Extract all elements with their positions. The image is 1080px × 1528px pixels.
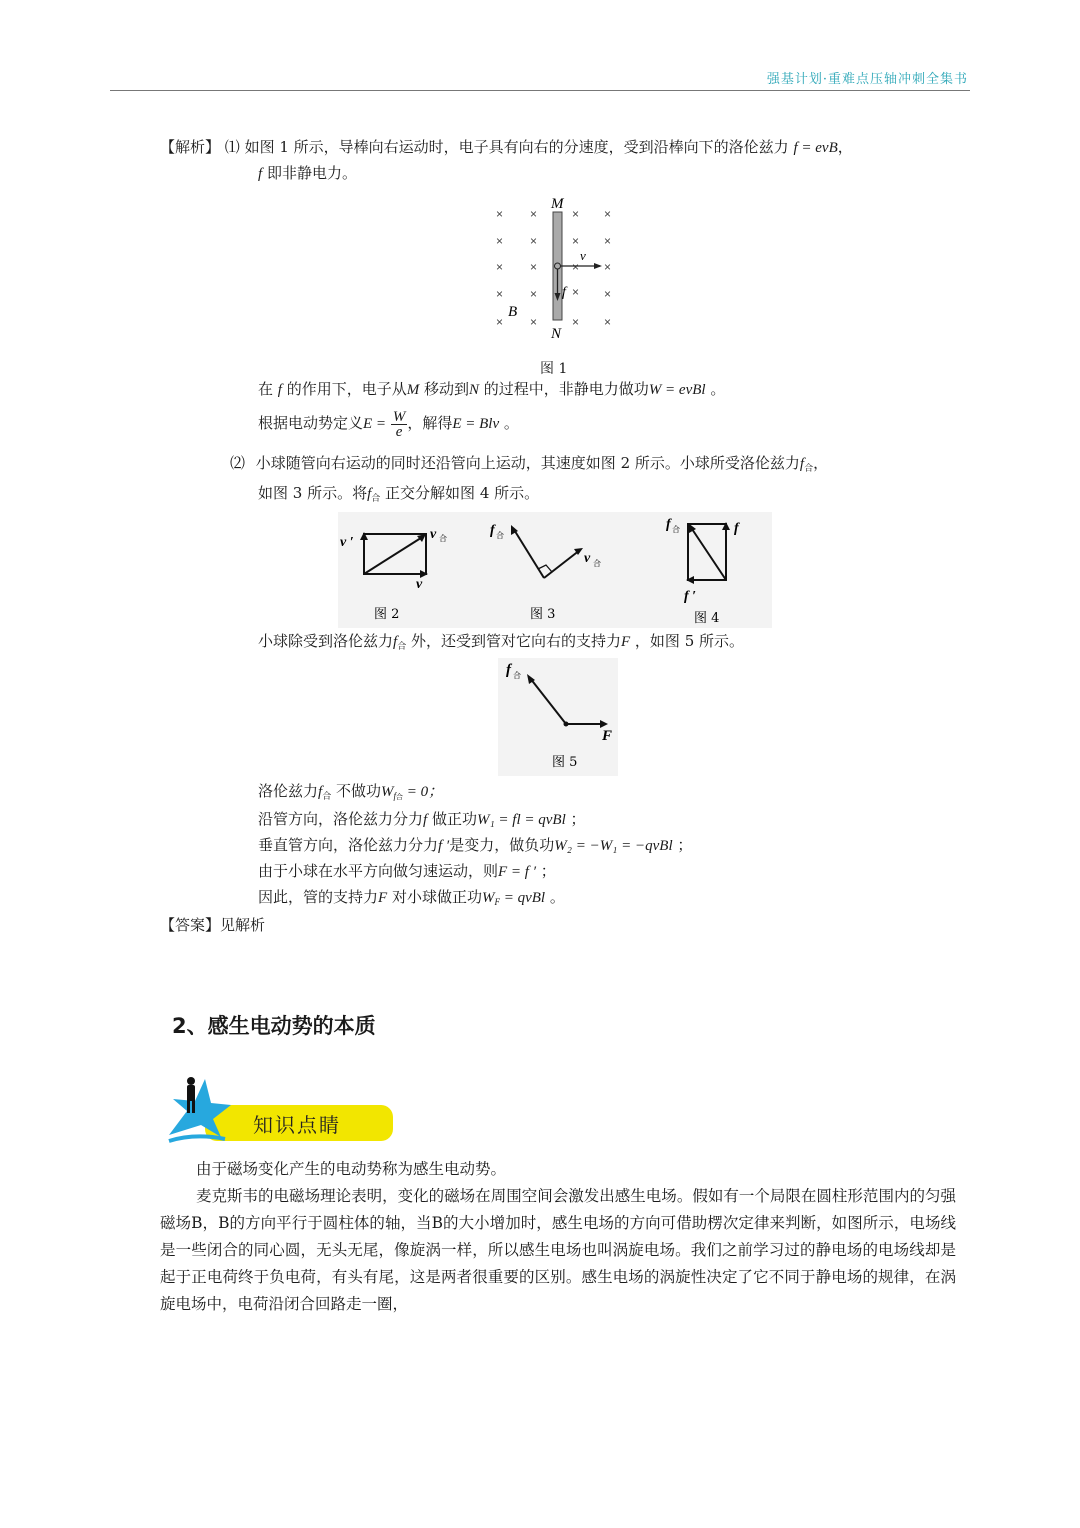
part2-line-1 — [230, 452, 828, 480]
part2-number: ⑵ — [230, 454, 246, 472]
formula-f-evb: f = evB — [793, 140, 838, 156]
formula-wf: = qvBl — [499, 890, 546, 906]
figure-5 — [498, 658, 618, 776]
label-b: B — [508, 304, 518, 320]
conclusion-line-2 — [258, 808, 586, 831]
label-f-he: f — [666, 517, 671, 532]
cross-mark: × — [572, 207, 580, 221]
cross-mark: × — [496, 207, 504, 221]
text: 做正功 — [427, 810, 477, 828]
label-v-he: v — [584, 551, 591, 566]
banner-label: 知识点睛 — [253, 1113, 341, 1137]
work-line — [258, 378, 725, 401]
emf-line — [258, 406, 519, 441]
formula-zero: = 0； — [403, 784, 444, 800]
text: 如图 3 所示。将 — [258, 484, 368, 502]
label-n: N — [551, 326, 562, 342]
text: 是变力，做负功 — [449, 836, 555, 854]
figure-4-caption: 图 4 — [694, 611, 720, 626]
part1-text: 如图 1 所示，导棒向右运动时，电子具有向右的分速度，受到沿棒向下的洛伦兹力 — [244, 138, 789, 156]
numerator: W — [392, 408, 406, 425]
cross-mark: × — [496, 234, 504, 248]
conclusion-line-3 — [258, 834, 692, 857]
ball-point — [564, 722, 569, 727]
support-line — [258, 630, 744, 658]
knowledge-banner — [165, 1075, 397, 1147]
text: 外，还受到管对它向右的支持力 — [406, 632, 621, 650]
label-v-prime: v ′ — [340, 535, 354, 550]
text: 的过程中，非静电力做功 — [479, 380, 649, 398]
text: 小球随管向右运动的同时还沿管向上运动，其速度如图 2 所示。小球所受洛伦兹力 — [255, 454, 800, 472]
figure-3-caption: 图 3 — [530, 607, 556, 622]
text: 在 — [258, 380, 278, 398]
cross-mark: × — [572, 260, 580, 274]
answer-line — [160, 914, 265, 936]
figure-5-caption: 图 5 — [552, 755, 578, 770]
symbol-f: f — [799, 456, 805, 472]
text: 对小球做正功 — [387, 888, 482, 906]
text: ； — [672, 836, 693, 854]
cross-mark: × — [604, 207, 612, 221]
subscript-he: 合 — [496, 531, 504, 540]
subscript-he: 合 — [439, 534, 447, 543]
symbol-f: f — [423, 812, 428, 828]
formula-w-evbl: W = evBl — [648, 382, 706, 398]
subscript-he: 合 — [322, 792, 332, 802]
label-f-he: f — [506, 662, 511, 678]
part1-line2: 即非静电力。 — [262, 164, 357, 182]
label-f-prime: f ′ — [684, 589, 697, 604]
answer-tag: 【答案】 — [160, 916, 221, 934]
symbol-f: f — [258, 166, 263, 182]
label-m: M — [551, 196, 564, 212]
formula-f-eq: F = f ′ — [498, 864, 536, 880]
cross-mark: × — [496, 260, 504, 274]
symbol-f: f — [393, 634, 398, 650]
subscript-he: 合 — [396, 793, 403, 801]
cross-mark: × — [572, 234, 580, 248]
cross-mark: × — [530, 234, 538, 248]
part1-number: ⑴ — [224, 138, 240, 156]
label-v: v — [416, 577, 423, 592]
text: ； — [565, 810, 586, 828]
conclusion-line-1 — [258, 780, 443, 808]
text: 垂直管方向，洛伦兹力分力 — [258, 836, 439, 854]
text: 小球除受到洛伦兹力 — [258, 632, 394, 650]
text: 由于小球在水平方向做匀速运动，则 — [258, 862, 499, 880]
analysis-tag: 【解析】 — [160, 138, 221, 156]
symbol-f: f — [277, 382, 282, 398]
cross-mark: × — [496, 315, 504, 329]
subscript-he: 合 — [804, 464, 814, 474]
header-title: 强基计划·重难点压轴冲刺全集书 — [766, 72, 968, 87]
label-f: f — [734, 521, 739, 536]
text: 沿管方向，洛伦兹力分力 — [258, 810, 424, 828]
figure-2-caption: 图 2 — [374, 607, 400, 622]
cross-mark: × — [604, 234, 612, 248]
cross-mark: × — [530, 207, 538, 221]
formula-w2: W₂ = −W₁ = −qvBl — [554, 838, 673, 854]
symbol-w: W — [380, 784, 394, 800]
text: 移动到 — [419, 380, 470, 398]
fraction-w-over-e — [391, 410, 408, 439]
subscript-he: 合 — [397, 642, 407, 652]
conclusion-line-5 — [258, 886, 565, 913]
subscript-he: 合 — [672, 525, 680, 534]
figures-2-3-4 — [338, 512, 772, 628]
subscript-he: 合 — [371, 494, 381, 504]
conclusion-line-4 — [258, 860, 556, 883]
symbol-w: W — [481, 890, 495, 906]
text: ，如图 5 所示。 — [630, 632, 745, 650]
cross-mark: × — [496, 287, 504, 301]
text: 的作用下，电子从 — [281, 380, 407, 398]
text: 。 — [705, 380, 726, 398]
cross-mark: × — [530, 315, 538, 329]
analysis-line-2 — [258, 162, 357, 185]
text: 不做功 — [331, 782, 381, 800]
cross-mark: × — [530, 260, 538, 274]
subscript-he: 合 — [513, 671, 521, 680]
text: 根据电动势定义 — [258, 414, 364, 432]
text: 。 — [499, 414, 519, 432]
text: ； — [536, 862, 556, 880]
subscript-he: 合 — [593, 559, 601, 568]
section-title: 2、感生电动势的本质 — [172, 1014, 376, 1038]
symbol-f-cap: F — [378, 890, 388, 906]
cross-mark: × — [604, 260, 612, 274]
figure-1 — [488, 192, 628, 342]
formula-e: E = — [363, 416, 387, 432]
text: 正交分解如图 4 所示。 — [380, 484, 540, 502]
text: 。 — [545, 888, 565, 906]
page-header — [110, 68, 970, 91]
cross-mark: × — [530, 287, 538, 301]
label-f-he: f — [490, 523, 495, 538]
label-v: v — [580, 248, 586, 263]
symbol-n: N — [469, 382, 480, 398]
cross-mark: × — [572, 315, 580, 329]
text: 洛伦兹力 — [258, 782, 319, 800]
text: 因此，管的支持力 — [258, 888, 379, 906]
denominator: e — [395, 423, 403, 440]
subscript-f-cap: F — [494, 897, 500, 907]
figure-1-caption: 图 1 — [540, 361, 568, 377]
paragraph-2: 麦克斯韦的电磁场理论表明，变化的磁场在周围空间会激发出感生电场。假如有一个局限在圆柱形范围内的匀强磁场B，B的方向平行于圆柱体的轴，当B的大小增加时，感生电场的方向可借助楞次定律来判断，如图所示，电场线是一些闭合的同心圆，无头无尾，像旋涡一样，所以感生电场也叫涡旋电场。我们之前学习过的静电场的电场线却是起于正电荷终于负电荷，有头有尾，这是两者很重要的区别。感生电场的涡旋性决定了它不同于静电场的规律，在涡旋电场中，电荷沿闭合回路走一圈， — [160, 1187, 956, 1313]
formula-e-blv: E = Blv — [452, 416, 500, 432]
velocity-arrowhead — [594, 263, 602, 269]
text: ，解得 — [407, 414, 453, 432]
formula-w1: W₁ = fl = qvBl — [476, 812, 566, 828]
symbol-f: f — [367, 486, 372, 502]
symbol-f-cap: F — [620, 634, 631, 650]
subscript-f: f — [393, 791, 396, 801]
cross-mark: × — [604, 287, 612, 301]
answer-text: 见解析 — [220, 916, 266, 934]
symbol-m: M — [406, 382, 420, 398]
label-f: f — [562, 285, 566, 300]
symbol-f: f — [318, 784, 323, 800]
comma: ， — [837, 138, 853, 156]
label-f-cap: F — [602, 728, 613, 744]
symbol-f-prime: f ′ — [438, 838, 450, 854]
part2-line-2 — [258, 482, 539, 510]
text: ， — [813, 454, 829, 472]
paragraph-1: 由于磁场变化产生的电动势称为感生电动势。 — [196, 1160, 507, 1178]
cross-mark: × — [572, 285, 580, 299]
label-v-he: v — [430, 527, 437, 542]
cross-mark: × — [604, 315, 612, 329]
analysis-line-1 — [160, 136, 853, 159]
